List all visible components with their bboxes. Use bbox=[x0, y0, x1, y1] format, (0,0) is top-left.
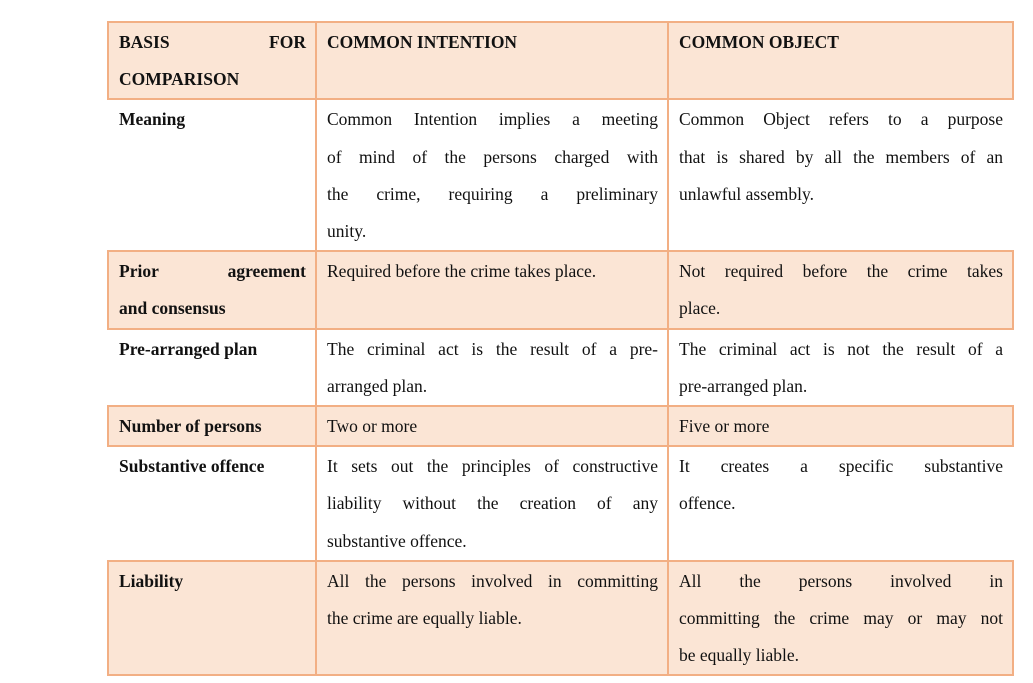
cell-object-meaning bbox=[668, 99, 1013, 251]
column-header-common-object bbox=[668, 22, 1013, 99]
row-prior-agreement-and-consensus bbox=[108, 251, 1013, 328]
cell-basis-substantive-offence bbox=[108, 446, 316, 561]
text-line: the crime are equally liable. bbox=[327, 608, 522, 629]
cell-basis-liability bbox=[108, 561, 316, 676]
text-line: The criminal act is not the result of a bbox=[679, 338, 1003, 359]
text-line: The criminal act is the result of a pre- bbox=[327, 338, 658, 359]
cell-object-pre-arranged-plan bbox=[668, 329, 1013, 406]
text-line: of mind of the persons charged with bbox=[327, 146, 658, 167]
row-pre-arranged-plan bbox=[108, 329, 1013, 406]
row-header bbox=[108, 22, 1013, 99]
cell-object-number-of-persons bbox=[668, 406, 1013, 446]
cell-basis-number-of-persons bbox=[108, 406, 316, 446]
text-line: COMMON INTENTION bbox=[327, 32, 518, 52]
text-line: place. bbox=[679, 298, 721, 319]
cell-basis-meaning bbox=[108, 99, 316, 251]
text-line: Two or more bbox=[327, 416, 418, 437]
row-substantive-offence bbox=[108, 446, 1013, 561]
text-line: Pre-arranged plan bbox=[119, 338, 258, 359]
cell-intention-liability bbox=[316, 561, 668, 676]
text-line: Liability bbox=[119, 570, 184, 591]
text-line: BASIS FOR bbox=[119, 32, 306, 52]
cell-basis-prior-agreement bbox=[108, 251, 316, 328]
text-line: Substantive offence bbox=[119, 456, 265, 477]
text-line: It sets out the principles of constructive bbox=[327, 456, 658, 477]
text-line: unity. bbox=[327, 221, 367, 242]
text-line: the crime, requiring a preliminary bbox=[327, 183, 658, 204]
text-line: Not required before the crime takes bbox=[679, 261, 1003, 282]
text-line: substantive offence. bbox=[327, 530, 467, 551]
cell-intention-substantive-offence bbox=[316, 446, 668, 561]
text-line: and consensus bbox=[119, 298, 226, 319]
text-line: COMPARISON bbox=[119, 69, 240, 90]
text-line: unlawful assembly. bbox=[679, 183, 814, 204]
cell-object-liability bbox=[668, 561, 1013, 676]
text-line: arranged plan. bbox=[327, 375, 428, 396]
cell-object-substantive-offence bbox=[668, 446, 1013, 561]
text-line: pre-arranged plan. bbox=[679, 375, 808, 396]
text-line: Meaning bbox=[119, 109, 186, 130]
text-line: committing the crime may or may not bbox=[679, 608, 1003, 629]
text-line: Prior agreement bbox=[119, 261, 306, 282]
text-line: offence. bbox=[679, 493, 736, 514]
text-line: be equally liable. bbox=[679, 645, 800, 666]
text-line: It creates a specific substantive bbox=[679, 456, 1003, 477]
text-line: All the persons involved in committing bbox=[327, 570, 658, 591]
text-line: liability without the creation of any bbox=[327, 493, 658, 514]
text-line: Required before the crime takes place. bbox=[327, 261, 597, 282]
row-liability bbox=[108, 561, 1013, 676]
comparison-table bbox=[107, 21, 1014, 676]
text-line: All the persons involved in bbox=[679, 570, 1003, 591]
cell-intention-pre-arranged-plan bbox=[316, 329, 668, 406]
row-meaning bbox=[108, 99, 1013, 251]
cell-intention-prior-agreement bbox=[316, 251, 668, 328]
row-number-of-persons bbox=[108, 406, 1013, 446]
cell-object-prior-agreement bbox=[668, 251, 1013, 328]
text-line: Five or more bbox=[679, 416, 770, 437]
text-line: Common Object refers to a purpose bbox=[679, 109, 1003, 130]
column-header-common-intention bbox=[316, 22, 668, 99]
cell-basis-pre-arranged-plan bbox=[108, 329, 316, 406]
text-line: Common Intention implies a meeting bbox=[327, 109, 658, 130]
text-line: COMMON OBJECT bbox=[679, 32, 839, 52]
column-header-basis-for-comparison bbox=[108, 22, 316, 99]
cell-intention-number-of-persons bbox=[316, 406, 668, 446]
text-line: Number of persons bbox=[119, 416, 262, 437]
cell-intention-meaning bbox=[316, 99, 668, 251]
text-line: that is shared by all the members of an bbox=[679, 146, 1003, 167]
